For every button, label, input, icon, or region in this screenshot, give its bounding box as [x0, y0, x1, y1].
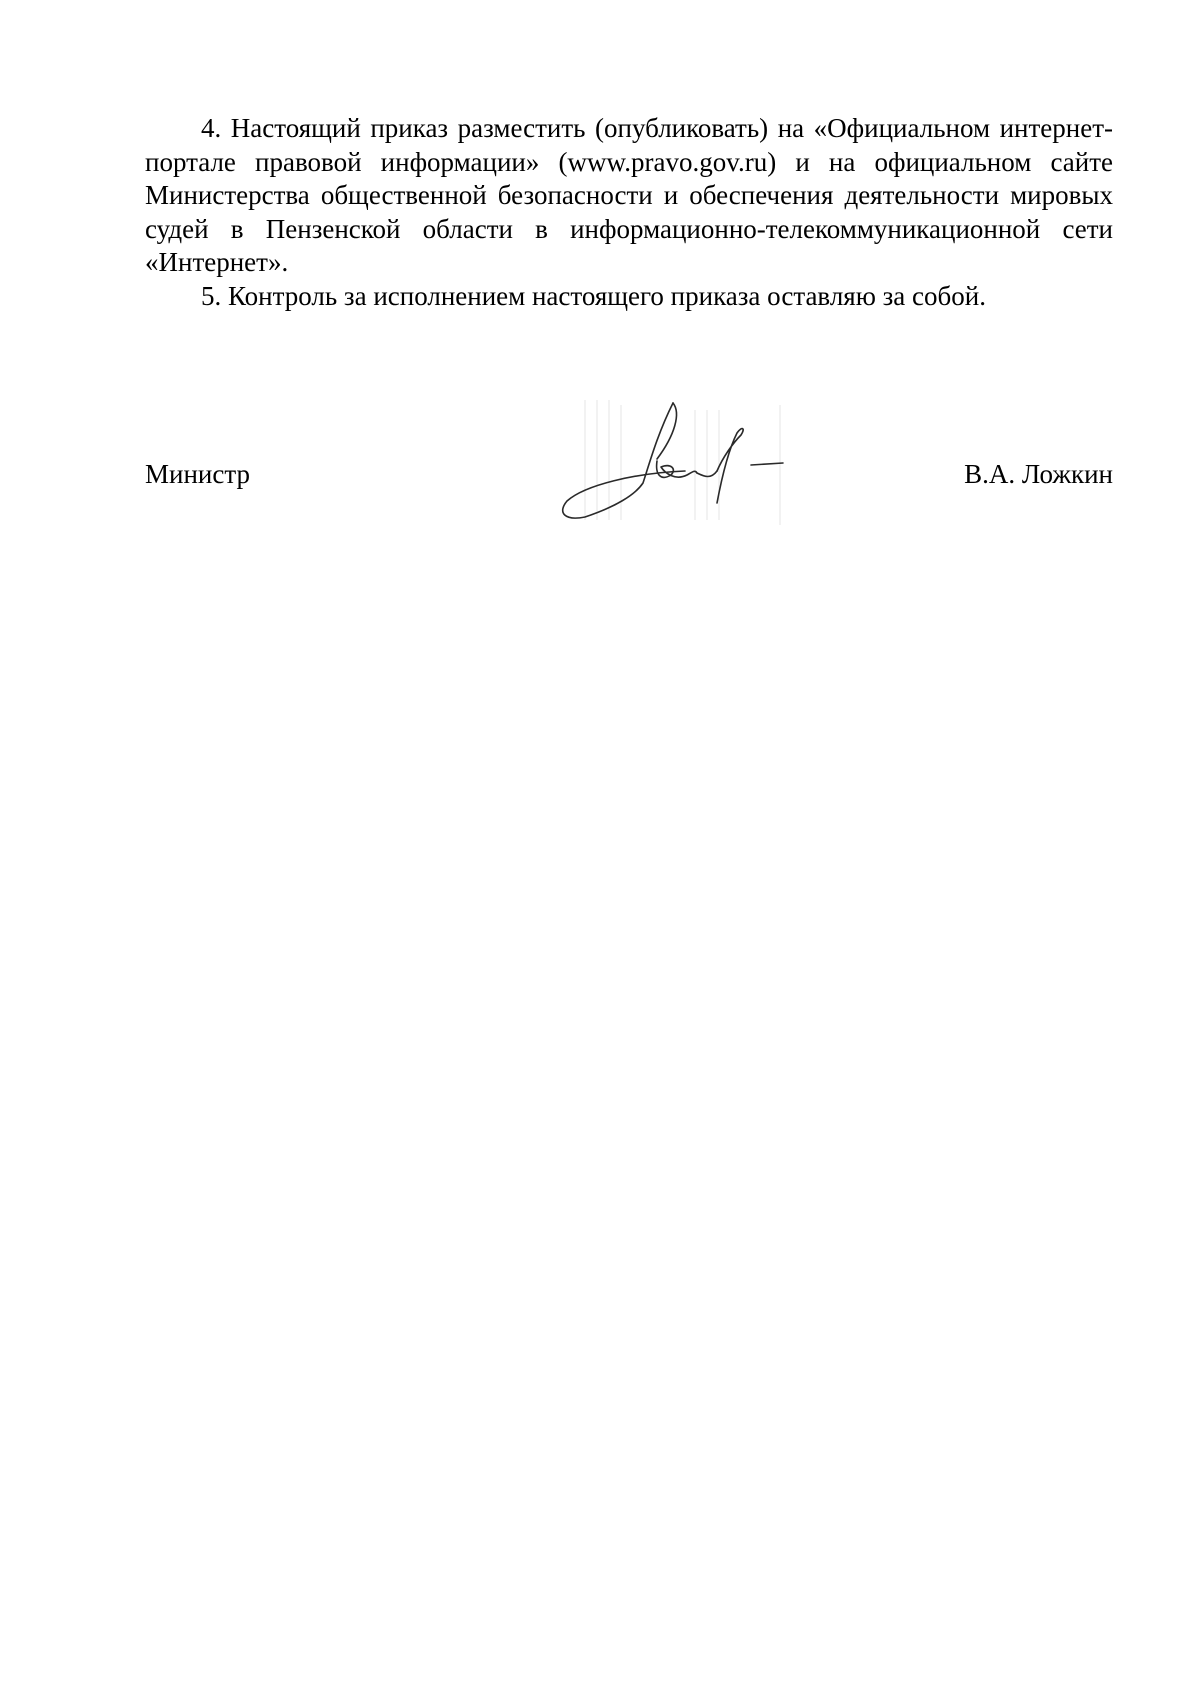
signature-block — [145, 395, 1113, 535]
document-body — [145, 112, 1113, 314]
handwritten-signature-icon — [545, 395, 815, 530]
paragraph-publication: 4. Настоящий приказ разместить (опубликовать) на «Официальном интернет-портале правовой информации» (www.pravo.gov.ru) и на официальном сайте Министерства общественной безопасности и обеспечения деятельности мировых судей в Пензенской области в информационно-телекоммуникационной сети «Интернет». — [145, 113, 1113, 278]
paragraph-control: 5. Контроль за исполнением настоящего приказа оставляю за собой. — [201, 280, 986, 311]
signatory-name: В.А. Ложкин — [964, 459, 1113, 489]
signatory-title: Министр — [145, 459, 250, 489]
